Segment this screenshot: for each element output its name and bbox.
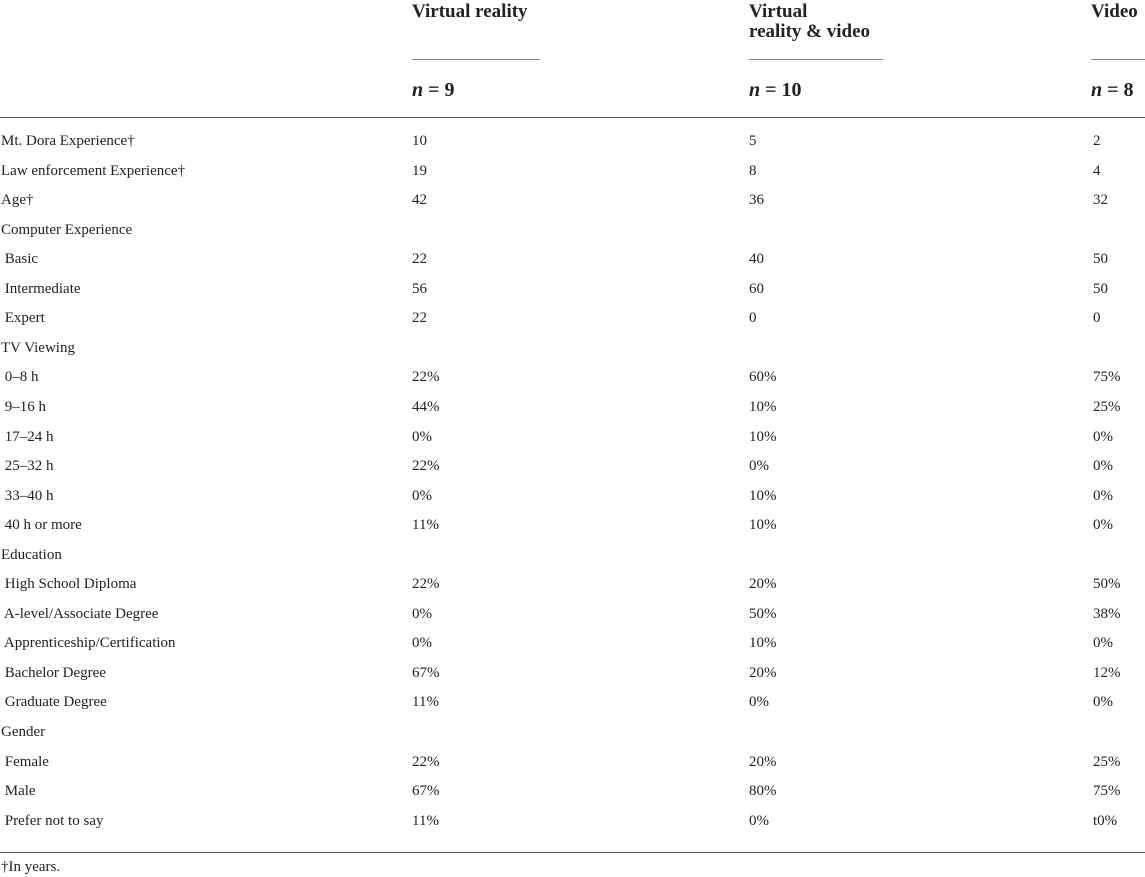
table-row [0,456,1145,486]
table-cell: 2 [1093,133,1101,149]
table-cell: 22% [412,369,440,386]
table-cell: 25% [1093,753,1121,770]
table-cell: 0% [412,605,432,622]
table-cell: 36 [749,192,764,209]
row-label: Gender [1,724,46,740]
table-cell: 0% [1093,487,1113,504]
row-label: Intermediate [1,280,81,297]
table-cell: 50 [1093,251,1108,268]
row-label: Mt. Dora Experience† [1,133,135,149]
table-cell: 19 [412,162,427,179]
table-cell: 44% [412,398,440,415]
table-cell: 60 [749,280,764,297]
table-cell: 42 [412,192,427,209]
table-cell: 20% [749,576,777,593]
table-cell: 80% [749,783,777,800]
table-cell: 0% [749,458,769,475]
table-cell: 0% [1093,517,1113,534]
table-cell: 0% [1093,428,1113,445]
table-cell: 0% [1093,458,1113,475]
table-row [0,781,1145,811]
table-cell: 0% [412,487,432,504]
table-cell: 60% [749,369,777,386]
column-title: Video [1091,1,1138,22]
table-row [0,249,1145,279]
row-label: Prefer not to say [1,812,104,829]
table-cell: 0% [412,635,432,652]
table-row [0,574,1145,604]
table-cell: 10 [412,133,427,149]
table-cell: 8 [749,162,757,179]
column-sample-size: n = 9 [412,79,455,101]
table-cell: 0% [412,428,432,445]
row-label: Male [1,783,36,800]
row-label: 0–8 h [1,369,39,386]
row-label: Education [1,546,62,563]
table-row [0,427,1145,457]
table-cell: 50% [1093,576,1121,593]
table-cell: 32 [1093,192,1108,209]
table-row [0,811,1145,841]
table-row [0,486,1145,516]
table-cell: 0% [1093,694,1113,711]
table-cell: 22% [412,576,440,593]
table-cell: 75% [1093,783,1121,800]
table-cell: 40 [749,251,764,268]
header-rule [1091,59,1145,60]
table-row [0,308,1145,338]
row-label: Expert [1,310,45,327]
table-cell: 4 [1093,162,1101,179]
header-rule [749,59,883,60]
table-cell: 50 [1093,280,1108,297]
row-label: 40 h or more [1,517,82,534]
table-cell: 10% [749,487,777,504]
table-cell: t0% [1093,812,1118,829]
table-cell: 5 [749,133,757,149]
table-row [0,397,1145,427]
table-cell: 50% [749,605,777,622]
table-cell: 0 [749,310,757,327]
table-cell: 0 [1093,310,1101,327]
table-row [0,515,1145,545]
table-cell: 10% [749,635,777,652]
table-cell: 0% [749,812,769,829]
column-title: Virtual reality [412,1,528,22]
table-row [0,220,1145,250]
row-label: Female [1,753,49,770]
table-cell: 25% [1093,398,1121,415]
table-cell: 0% [749,694,769,711]
table-top-rule [0,117,1145,118]
table-cell: 20% [749,664,777,681]
table-cell: 56 [412,280,427,297]
table-bottom-rule [0,852,1145,853]
table-row [0,279,1145,309]
table-row [0,190,1145,220]
table-cell: 22% [412,753,440,770]
table-row [0,367,1145,397]
header-rule [412,59,540,60]
row-label: Age† [1,192,34,209]
table-cell: 38% [1093,605,1121,622]
table-cell: 10% [749,398,777,415]
table-cell: 11% [412,812,439,829]
row-label: 17–24 h [1,428,54,445]
row-label: A-level/Associate Degree [1,605,159,622]
row-label: Law enforcement Experience† [1,162,186,179]
table-cell: 22 [412,251,427,268]
row-label: Computer Experience [1,221,133,238]
row-label: Graduate Degree [1,694,107,711]
row-label: High School Diploma [1,576,137,593]
table-cell: 20% [749,753,777,770]
table-cell: 10% [749,517,777,534]
table-row [0,338,1145,368]
row-label: 25–32 h [1,458,54,475]
table-cell: 22 [412,310,427,327]
table-cell: 11% [412,694,439,711]
table-row [0,633,1145,663]
row-label: Basic [1,251,39,268]
table-cell: 11% [412,517,439,534]
column-sample-size: n = 8 [1091,79,1134,101]
table-row [0,752,1145,782]
table-cell: 10% [749,428,777,445]
column-sample-size: n = 10 [749,79,802,101]
table-row [0,692,1145,722]
table-row [0,545,1145,575]
table-cell: 0% [1093,635,1113,652]
table-cell: 22% [412,458,440,475]
table-cell: 12% [1093,664,1121,681]
table-cell: 75% [1093,369,1121,386]
column-title: Virtual reality & video [749,1,871,42]
table-cell: 67% [412,664,440,681]
table-row [0,604,1145,634]
row-label: TV Viewing [1,339,75,356]
table-row [0,722,1145,752]
row-label: Bachelor Degree [1,664,106,681]
table-cell: 67% [412,783,440,800]
row-label: 33–40 h [1,487,54,504]
row-label: Apprenticeship/Certification [1,635,176,652]
table-row [0,131,1145,161]
row-label: 9–16 h [1,398,46,415]
table-row [0,161,1145,191]
table-row [0,663,1145,693]
table-footnote: †In years. [1,859,61,875]
